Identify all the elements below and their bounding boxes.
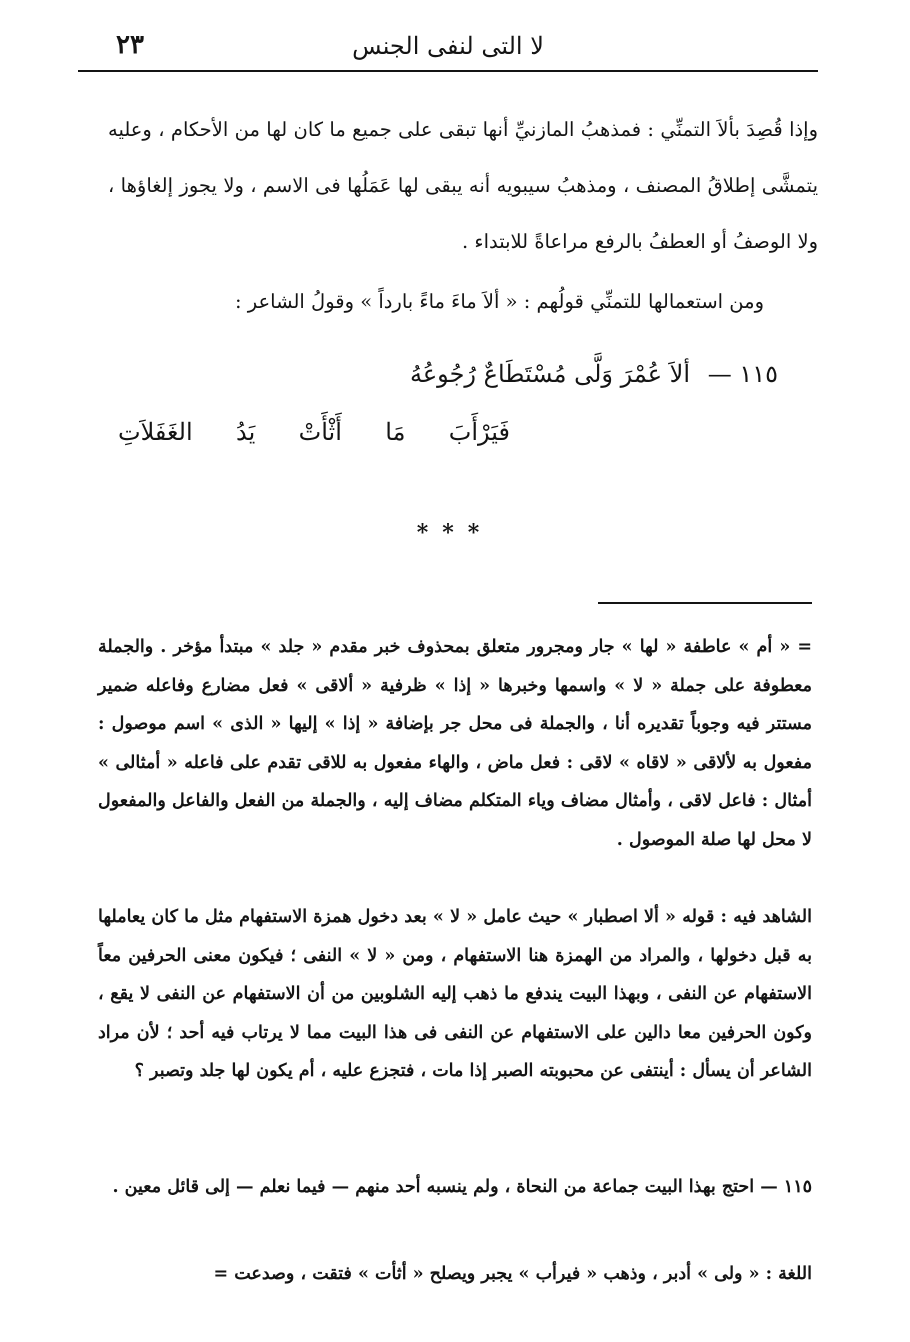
usage-paragraph: ومن استعمالها للتمنِّي قولُهم : « ألاَ ماءَ ماءً بارداً » وقولُ الشاعر : — [234, 290, 764, 313]
footnote-vocabulary-text: اللغة : « ولى » أدبر ، وذهب « فيرأب » يجبر ويصلح « أثأت » فتقت ، وصدعت — [234, 1264, 812, 1284]
main-paragraph: وإذا قُصِدَ بألاَ التمنِّي : فمذهبُ المازنيِّ أنها تبقى على جميع ما كان لها من الأحكام ، وعليه يتمشَّى إطلاقُ المصنف ، ومذهبُ سيبويه أنه يبقى لها عَمَلُها فى الاسم ، ولا يجوز إلغاؤها ، ولا الوصفُ أو العطفُ بالرفع مراعاةً للابتداء . — [108, 118, 818, 253]
page-number: ٢٣ — [116, 30, 144, 60]
footnote-attribution: ١١٥ — احتج بهذا البيت جماعة من النحاة ، ولم ينسبه أحد منهم — فيما نعلم — إلى قائل معين . — [112, 1177, 812, 1197]
footnote-rule — [598, 602, 812, 604]
verse-word: أَثْأَتْ — [298, 418, 342, 446]
verse-line-1: ألاَ عُمْرَ وَلَّى مُسْتَطَاعٌ رُجُوعُهُ — [409, 360, 691, 388]
header-rule — [78, 70, 818, 72]
verse-word: مَا — [385, 418, 406, 446]
verse-word: فَيَرْأَبَ — [448, 418, 510, 446]
verse-first-hemistich — [410, 360, 778, 388]
verse-word: يَدُ — [235, 418, 256, 446]
verse-word: الغَفَلاَتِ — [118, 418, 193, 446]
chapter-title: لا التى لنفى الجنس — [352, 32, 544, 60]
running-header — [78, 24, 818, 70]
footnote-vocabulary — [98, 1255, 812, 1294]
footnote-evidence: الشاهد فيه : قوله « ألا اصطبار » حيث عامل « لا » بعد دخول همزة الاستفهام مثل ما كان يعاملها به قبل دخولها ، والمراد من الهمزة هنا الاستفهام ، ومن « لا » النفى ؛ فيكون معنى الحرفين معاً الاستفهام عن النفى ، وبهذا البيت يندفع ما ذهب إليه الشلوبين من أن الاستفهام عن النفى لا يقع ، وكون الحرفين معا دالين على الاستفهام عن النفى فى هذا البيت مما لا يرتاب فيه أحد ؛ لأن مراد الشاعر أن يسأل : أينتفى عن محبوبته الصبر إذا مات ، فتجزع عليه ، أم يكون لها جلد وتصبر ؟ — [98, 907, 812, 1081]
section-separator: *** — [416, 520, 494, 546]
verse-second-hemistich — [118, 418, 510, 446]
verse-number: ١١٥ — — [707, 360, 778, 388]
footnote-grammar: = « أم » عاطفة « لها » جار ومجرور متعلق بمحذوف خبر مقدم « جلد » مبتدأ مؤخر . والجملة معطوفة على جملة « لا » واسمها وخبرها « إذا » ظرفية « ألاقى » فعل مضارع وفاعله ضمير مستتر فيه وجوباً تقديره أنا ، والجملة فى محل جر بإضافة « إذا » إليها « الذى » اسم موصول : مفعول به لألاقى « لاقاه » لاقى : فعل ماض ، والهاء مفعول به للاقى تقدم على فاعله « أمثالى » أمثال : فاعل لاقى ، وأمثال مضاف وياء المتكلم مضاف إليه ، والجملة من الفعل والفاعل والمفعول لا محل لها صلة الموصول . — [98, 637, 812, 850]
continuation-mark: = — [213, 1264, 229, 1284]
